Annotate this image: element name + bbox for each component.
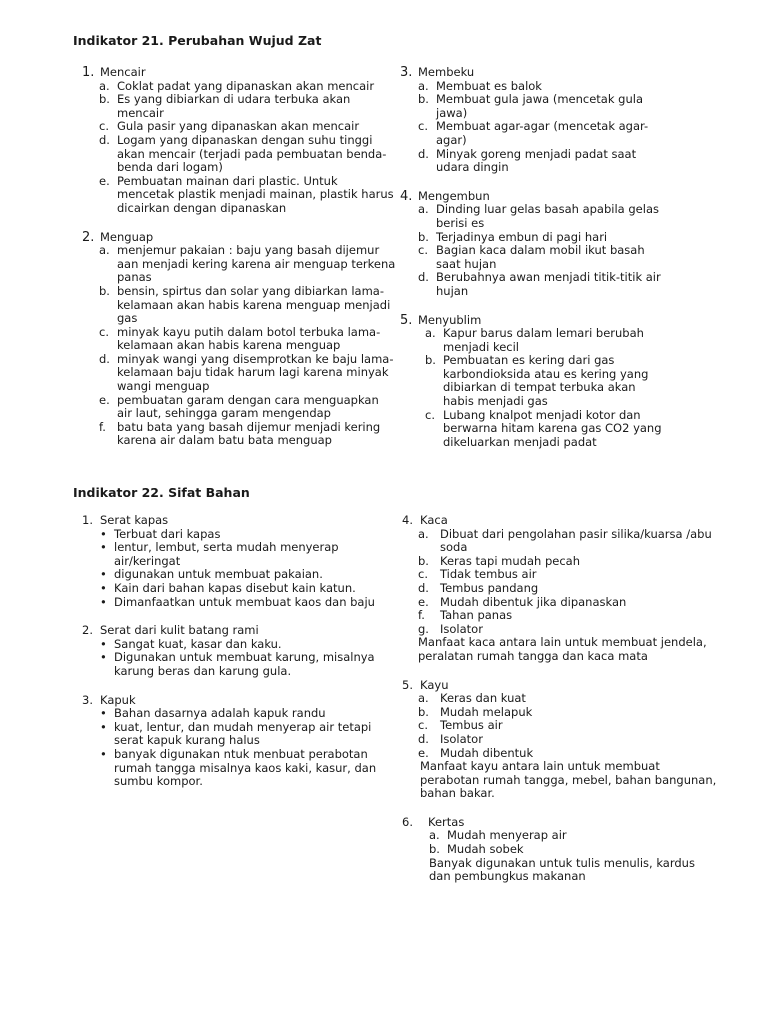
list-item: b. Mudah sobek (429, 842, 524, 857)
section-number: 2. (82, 623, 93, 638)
list-item: d. Tembus pandang (418, 580, 539, 595)
section-title: Membeku (418, 65, 475, 79)
list-item: b. Pembuatan es kering dari gas karbondioksida atau es kering yang dibiarkan di tempat terbuka akan habis menjadi gas (425, 353, 649, 409)
list-item: a. menjemur pakaian : baju yang basah dijemur aan menjadi kering karena air menguap terkena panas (99, 243, 396, 285)
section-title: Menyublim (418, 312, 482, 327)
section-number: 2. (82, 229, 95, 245)
list-item: • Terbuat dari kapas (100, 526, 221, 541)
section-number: 1. (82, 513, 93, 527)
section-kaca (402, 514, 712, 664)
section-title: Serat dari kulit batang rami (100, 623, 259, 638)
section-title: Kaca (420, 513, 448, 527)
section-kapuk (82, 694, 397, 789)
list-item: d. Isolator (418, 731, 483, 746)
section-number: 3. (82, 692, 93, 707)
list-item: • Digunakan untuk membuat karung, misalnya karung beras dan karung gula. (100, 650, 375, 678)
list-item: b. Terjadinya embun di pagi hari (418, 229, 608, 244)
section-kertas (402, 816, 712, 884)
section-number: 4. (402, 513, 413, 527)
section-note: Manfaat kayu antara lain untuk membuat perabotan rumah tangga, mebel, bahan bangunan, bahan bakar. (420, 759, 717, 801)
section-menguap (82, 231, 397, 449)
list-item: d. Minyak goreng menjadi padat saat udara dingin (418, 146, 637, 175)
list-item: e. Mudah dibentuk (418, 745, 534, 760)
section-kayu (402, 677, 717, 801)
section-number: 1. (82, 65, 95, 80)
list-item: a. Keras dan kuat (418, 691, 526, 706)
section-number: 6. (402, 814, 413, 829)
section-serat-rami (82, 624, 397, 678)
list-item: • kuat, lentur, dan mudah menyerap air tetapi serat kapuk kurang halus (100, 719, 372, 748)
list-item: a. Kapur barus dalam lemari berubah menjadi kecil (425, 326, 644, 354)
list-item: a. Dibuat dari pengolahan pasir silika/kuarsa /abu soda (418, 526, 712, 555)
list-item: a. Coklat padat yang dipanaskan akan mencair (99, 78, 375, 93)
section-mengembun (400, 190, 670, 299)
list-item: e. Pembuatan mainan dari plastic. Untuk mencetak plastik menjadi mainan, plastik harus dicairkan dengan dipanaskan (99, 173, 394, 215)
list-item: b. Es yang dibiarkan di udara terbuka akan mencair (99, 92, 351, 120)
section-title: Mengembun (418, 188, 490, 203)
list-item: a. Membuat es balok (418, 78, 542, 93)
indikator-21-right-column (400, 66, 670, 449)
indikator-22-left-column (82, 514, 397, 789)
list-item: e. Mudah dibentuk jika dipanaskan (418, 594, 627, 609)
list-item: • Sangat kuat, kasar dan kaku. (100, 636, 282, 651)
list-item: g. Isolator (418, 621, 483, 636)
list-item: b. Keras tapi mudah pecah (418, 553, 580, 568)
indikator-21-left-column (82, 66, 397, 448)
list-item: • Dimanfaatkan untuk membuat kaos dan baju (100, 594, 375, 609)
list-item: a. Dinding luar gelas basah apabila gelas berisi es (418, 202, 659, 230)
section-title: Mencair (100, 65, 146, 79)
list-item: c. Tembus air (418, 718, 503, 733)
list-item: d. minyak wangi yang disemprotkan ke baju lama-kelamaan baju tidak harum lagi karena minyak wangi menguap (99, 351, 394, 394)
section-note: Manfaat kaca antara lain untuk membuat jendela, peralatan rumah tangga dan kaca mata (418, 635, 707, 663)
section-title: Kayu (420, 677, 449, 692)
section-number: 4. (400, 188, 413, 204)
list-item: c. Lubang knalpot menjadi kotor dan berwarna hitam karena gas CO2 yang dikeluarkan menjadi padat (425, 407, 662, 449)
list-item: d. Logam yang dipanaskan dengan suhu tinggi akan mencair (terjadi pada pembuatan benda-benda dari logam) (99, 132, 387, 175)
list-item: c. minyak kayu putih dalam botol terbuka lama-kelamaan akan habis karena menguap (99, 324, 381, 353)
list-item: a. Mudah menyerap air (429, 828, 567, 843)
list-item: b. Membuat gula jawa (mencetak gula jawa) (418, 92, 643, 120)
list-item: • Bahan dasarnya adalah kapuk randu (100, 706, 326, 721)
indikator-22-right-column (402, 513, 717, 884)
section-title: Kertas (428, 814, 465, 829)
section-title: Menguap (100, 229, 154, 244)
list-item: e. pembuatan garam dengan cara menguapkan air laut, sehingga garam mengendap (99, 392, 379, 421)
list-item: d. Berubahnya awan menjadi titik-titik air hujan (418, 270, 661, 298)
list-item: • banyak digunakan ntuk menbuat perabotan rumah tangga misalnya kaos kaki, kasur, dan sumbu kompor. (100, 746, 377, 789)
list-item: • digunakan untuk membuat pakaian. (100, 567, 323, 582)
list-item: b. Mudah melapuk (418, 704, 533, 719)
section-serat-kapas (82, 514, 397, 609)
section-number: 5. (402, 677, 413, 692)
list-item: f. batu bata yang basah dijemur menjadi kering karena air dalam batu bata menguap (99, 419, 381, 448)
list-item: c. Bagian kaca dalam mobil ikut basah saat hujan (418, 243, 645, 271)
indikator-22-heading: Indikator 22. Sifat Bahan (73, 485, 250, 500)
section-mencair (82, 66, 397, 216)
section-title: Serat kapas (100, 513, 169, 527)
section-note: Banyak digunakan untuk tulis menulis, kardus dan pembungkus makanan (429, 855, 695, 884)
section-number: 3. (400, 65, 413, 80)
list-item: • Kain dari bahan kapas disebut kain katun. (100, 580, 356, 595)
section-number: 5. (400, 312, 413, 328)
section-menyublim (400, 314, 670, 450)
list-item: c. Gula pasir yang dipanaskan akan mencair (99, 119, 360, 134)
list-item: c. Tidak tembus air (418, 567, 537, 582)
section-title: Kapuk (100, 692, 136, 707)
list-item: • lentur, lembut, serta mudah menyerap air/keringat (100, 540, 339, 568)
list-item: f. Tahan panas (418, 608, 513, 623)
list-item: c. Membuat agar-agar (mencetak agar-agar) (418, 119, 649, 147)
indikator-21-heading: Indikator 21. Perubahan Wujud Zat (73, 33, 322, 48)
section-membeku (400, 66, 670, 175)
list-item: b. bensin, spirtus dan solar yang dibiarkan lama-kelamaan akan habis karena menguap menjadi gas (99, 283, 391, 326)
